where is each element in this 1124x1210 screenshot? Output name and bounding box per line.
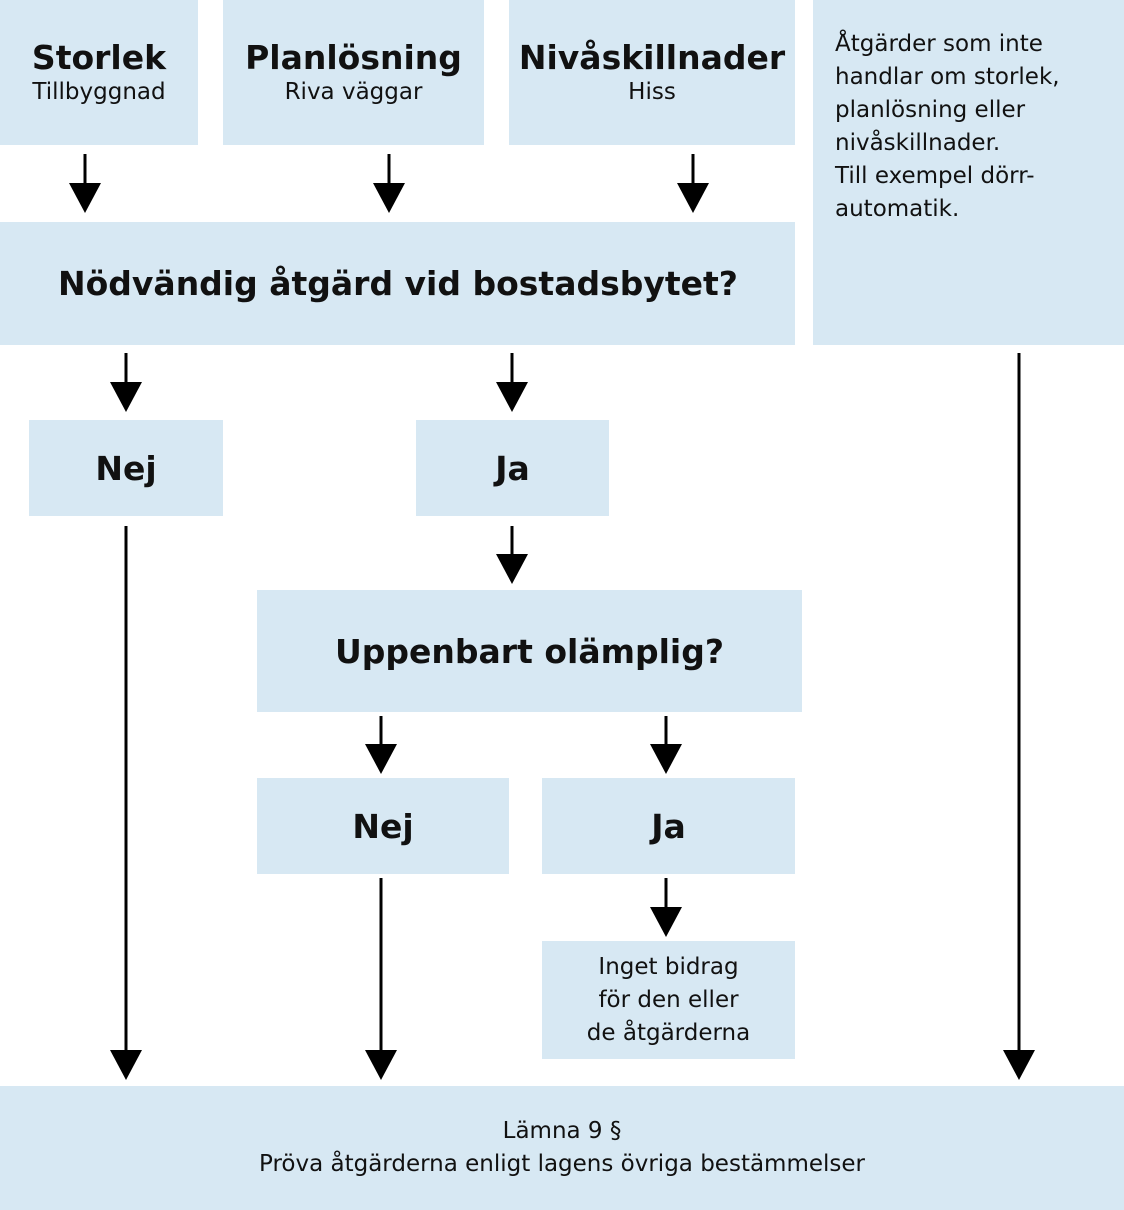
text-line: för den eller	[598, 986, 739, 1013]
arrow-down-icon	[650, 878, 682, 937]
text-line: Inget bidrag	[598, 953, 739, 980]
text-line: automatik.	[835, 196, 960, 222]
category-subtitle: Hiss	[628, 78, 676, 105]
arrow-down-icon	[1003, 353, 1035, 1080]
category-subtitle: Riva väggar	[284, 78, 423, 105]
arrow-down-icon	[69, 154, 101, 213]
arrow-down-icon	[650, 716, 682, 774]
arrow-down-icon	[373, 154, 405, 213]
arrow-down-icon	[110, 353, 142, 412]
arrow-down-icon	[496, 526, 528, 584]
arrow-down-icon	[365, 716, 397, 774]
text-line: Till exempel dörr-	[835, 163, 1035, 189]
answer-text: Ja	[495, 448, 530, 488]
text-line: planlösning eller	[835, 97, 1026, 123]
category-title: Planlösning	[245, 37, 462, 77]
text-line: Åtgärder som inte	[835, 31, 1043, 57]
category-title: Nivåskillnader	[518, 37, 786, 77]
answer-text: Ja	[651, 806, 686, 846]
text-line: nivåskillnader.	[835, 130, 1001, 156]
question-text: Nödvändig åtgärd vid bostadsbytet?	[58, 264, 738, 303]
category-title: Storlek	[31, 37, 167, 77]
arrow-down-icon	[496, 353, 528, 412]
answer-text: Nej	[95, 448, 157, 488]
category-subtitle: Tillbyggnad	[32, 78, 166, 105]
arrow-down-icon	[677, 154, 709, 213]
text-line: handlar om storlek,	[835, 64, 1060, 90]
arrow-down-icon	[110, 526, 142, 1080]
question-text: Uppenbart olämplig?	[335, 631, 724, 671]
arrow-down-icon	[365, 878, 397, 1080]
text-line: de åtgärderna	[586, 1019, 751, 1046]
text-line: Lämna 9 §	[502, 1118, 622, 1144]
answer-text: Nej	[352, 806, 414, 846]
text-line: Pröva åtgärderna enligt lagens övriga bestämmelser	[258, 1151, 865, 1177]
